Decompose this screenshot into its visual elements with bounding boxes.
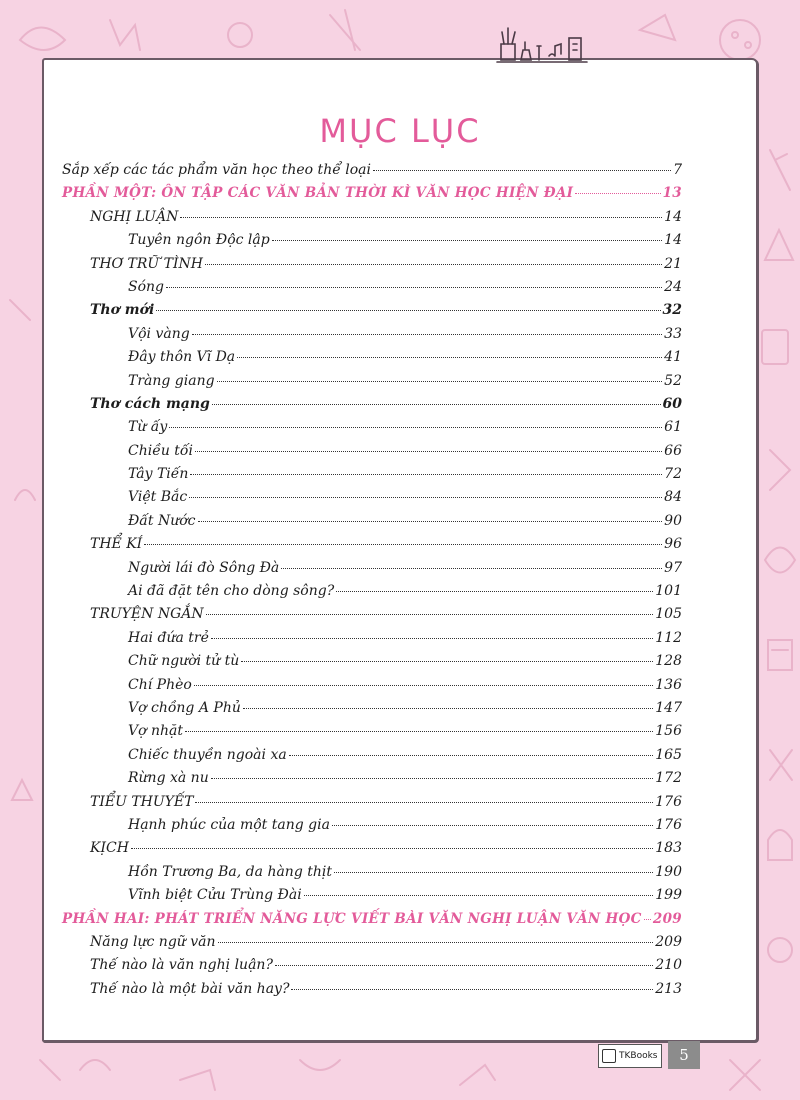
toc-entry-page: 128	[655, 653, 682, 670]
dot-leader	[241, 661, 653, 662]
toc-entry[interactable]	[62, 513, 682, 536]
dot-leader	[575, 193, 660, 194]
dot-leader	[131, 848, 653, 849]
dot-leader	[211, 778, 654, 779]
toc-entry[interactable]	[62, 630, 682, 653]
dot-leader	[166, 287, 662, 288]
toc-entry-label: Tây Tiến	[128, 466, 189, 483]
toc-entry[interactable]	[62, 981, 682, 1004]
toc-entry-label: Tuyên ngôn Độc lập	[128, 232, 270, 249]
toc-entry-label: PHẦN HAI: PHÁT TRIỂN NĂNG LỰC VIẾT BÀI VĂN NGHỊ LUẬN VĂN HỌC	[62, 910, 642, 927]
toc-entry-label: TRUYỆN NGẮN	[90, 606, 204, 623]
toc-entry-label: Vợ nhặt	[128, 723, 183, 740]
dot-leader	[217, 381, 663, 382]
toc-entry[interactable]	[62, 934, 682, 957]
toc-entry-page: 97	[664, 559, 682, 576]
toc-entry-page: 72	[664, 466, 682, 483]
toc-entry[interactable]	[62, 373, 682, 396]
toc-entry-page: 7	[673, 162, 682, 178]
toc-entry-page: 52	[664, 372, 682, 389]
toc-entry-label: Người lái đò Sông Đà	[128, 559, 280, 576]
dot-leader	[206, 614, 654, 615]
toc-entry[interactable]	[62, 887, 682, 910]
toc-entry-page: 105	[655, 606, 682, 623]
toc-entry-page: 213	[655, 980, 682, 997]
dot-leader	[189, 497, 662, 498]
dot-leader	[289, 755, 654, 756]
toc-entry-page: 176	[655, 793, 682, 810]
dot-leader	[169, 427, 662, 428]
toc-entry[interactable]	[62, 209, 682, 232]
toc-entry-page: 136	[655, 676, 682, 693]
toc-entry-label: KỊCH	[90, 840, 129, 857]
dot-leader	[212, 404, 661, 405]
dot-leader	[334, 872, 653, 873]
toc-entry[interactable]	[62, 232, 682, 255]
toc-entry[interactable]	[62, 957, 682, 980]
toc-entry-page: 101	[655, 583, 682, 600]
toc-entry[interactable]	[62, 606, 682, 629]
toc-entry[interactable]	[62, 700, 682, 723]
toc-entry-label: Thơ mới	[90, 302, 155, 319]
toc-entry-label: Hai đứa trẻ	[128, 629, 209, 646]
toc-entry-label: THƠ TRỮ TÌNH	[90, 255, 203, 272]
page-title: MỤC LỤC	[319, 112, 481, 150]
toc-entry-label: Vội vàng	[128, 325, 190, 342]
dot-leader	[195, 451, 662, 452]
toc-entry[interactable]	[62, 653, 682, 676]
toc-entry-page: 90	[664, 512, 682, 529]
toc-entry-label: Từ ấy	[128, 419, 168, 436]
toc-entry-label: Thế nào là một bài văn hay?	[90, 980, 290, 997]
toc-entry[interactable]	[62, 794, 682, 817]
toc-entry-label: Tràng giang	[128, 372, 215, 389]
dot-leader	[194, 685, 653, 686]
toc-entry[interactable]	[62, 162, 682, 185]
toc-entry-label: Thơ cách mạng	[90, 395, 210, 412]
toc-entry[interactable]	[62, 419, 682, 442]
toc-entry-label: Ai đã đặt tên cho dòng sông?	[128, 583, 335, 600]
toc-entry[interactable]	[62, 256, 682, 279]
toc-entry-label: Đây thôn Vĩ Dạ	[128, 349, 236, 366]
toc-entry-page: 165	[655, 746, 682, 763]
toc-entry-label: Năng lực ngữ văn	[90, 933, 216, 950]
toc-entry-label: Hạnh phúc của một tang gia	[128, 816, 330, 833]
toc-entry-page: 41	[664, 349, 682, 366]
toc-entry[interactable]	[62, 817, 682, 840]
toc-entry-page: 66	[664, 442, 682, 459]
toc-entry-label: Sóng	[128, 278, 164, 295]
toc-part-heading[interactable]	[62, 911, 682, 934]
toc-entry[interactable]	[62, 770, 682, 793]
toc-entry-page: 209	[652, 910, 682, 927]
toc-entry-page: 147	[655, 699, 682, 716]
toc-entry[interactable]	[62, 583, 682, 606]
toc-entry-label: Chí Phèo	[128, 676, 192, 693]
toc-entry-page: 14	[664, 232, 682, 249]
toc-entry-label: Đất Nước	[128, 512, 196, 529]
dot-leader	[275, 965, 653, 966]
toc-entry-label: Vợ chồng A Phủ	[128, 699, 241, 716]
toc-entry[interactable]	[62, 864, 682, 887]
toc-entry-page: 96	[664, 536, 682, 553]
dot-leader	[336, 591, 653, 592]
dot-leader	[304, 895, 654, 896]
toc-entry-label: Hồn Trương Ba, da hàng thịt	[128, 863, 332, 880]
toc-entry[interactable]	[62, 560, 682, 583]
dot-leader	[272, 240, 662, 241]
toc-entry-page: 61	[664, 419, 682, 436]
toc-entry-label: Thế nào là văn nghị luận?	[90, 957, 273, 974]
toc-entry-page: 176	[655, 816, 682, 833]
toc-entry-page: 199	[655, 887, 682, 904]
toc-entry-page: 210	[655, 957, 682, 974]
toc-entry-label: TIỂU THUYẾT	[90, 793, 194, 810]
toc-entry[interactable]	[62, 723, 682, 746]
dot-leader	[237, 357, 662, 358]
table-of-contents	[62, 162, 682, 1004]
toc-entry-page: 209	[655, 933, 682, 950]
stationery-shelf-icon	[495, 20, 590, 68]
toc-entry[interactable]	[62, 840, 682, 863]
toc-entry[interactable]	[62, 349, 682, 372]
dot-leader	[205, 264, 662, 265]
toc-entry-label: NGHỊ LUẬN	[90, 208, 179, 225]
dot-leader	[281, 568, 662, 569]
toc-entry[interactable]	[62, 747, 682, 770]
toc-entry-label: Vĩnh biệt Cửu Trùng Đài	[128, 887, 302, 904]
toc-entry-page: 84	[664, 489, 682, 506]
dot-leader	[332, 825, 653, 826]
toc-entry-label: Sắp xếp các tác phẩm văn học theo thể loại	[62, 162, 371, 178]
toc-entry-page: 190	[655, 863, 682, 880]
dot-leader	[211, 638, 653, 639]
dot-leader	[218, 942, 654, 943]
toc-entry-label: Chữ người tử tù	[128, 653, 240, 670]
toc-entry-label: THỂ KÍ	[90, 536, 143, 553]
toc-entry[interactable]	[62, 466, 682, 489]
toc-entry-page: 32	[662, 302, 682, 319]
toc-entry[interactable]	[62, 302, 682, 325]
toc-entry[interactable]	[62, 677, 682, 700]
toc-entry-page: 112	[655, 629, 682, 646]
dot-leader	[195, 802, 653, 803]
toc-part-heading[interactable]	[62, 185, 682, 208]
toc-entry-page: 21	[664, 255, 682, 272]
toc-entry-page: 33	[664, 325, 682, 342]
toc-entry[interactable]	[62, 489, 682, 512]
toc-entry-page: 14	[664, 208, 682, 225]
dot-leader	[644, 919, 651, 920]
toc-entry[interactable]	[62, 396, 682, 419]
toc-entry[interactable]	[62, 279, 682, 302]
dot-leader	[144, 544, 662, 545]
publisher-logo	[598, 1044, 662, 1068]
toc-entry[interactable]	[62, 536, 682, 559]
dot-leader	[180, 217, 662, 218]
dot-leader	[185, 731, 653, 732]
toc-entry-page: 13	[662, 185, 682, 202]
toc-entry-label: Chiều tối	[128, 442, 193, 459]
dot-leader	[291, 989, 653, 990]
toc-entry-page: 156	[655, 723, 682, 740]
publisher-name: TKBooks	[619, 1051, 658, 1061]
toc-entry-label: Chiếc thuyền ngoài xa	[128, 746, 287, 763]
dot-leader	[198, 521, 663, 522]
toc-entry-label: PHẦN MỘT: ÔN TẬP CÁC VĂN BẢN THỜI KÌ VĂN HỌC HIỆN ĐẠI	[62, 185, 574, 202]
book-logo-icon	[602, 1049, 616, 1063]
toc-entry-page: 172	[655, 770, 682, 787]
page-number: 5	[668, 1041, 700, 1069]
dot-leader	[373, 170, 671, 171]
dot-leader	[190, 474, 662, 475]
toc-entry-page: 183	[655, 840, 682, 857]
dot-leader	[243, 708, 653, 709]
toc-entry-label: Việt Bắc	[128, 489, 188, 506]
toc-entry[interactable]	[62, 326, 682, 349]
toc-entry-page: 24	[664, 278, 682, 295]
toc-entry-page: 60	[662, 395, 682, 412]
dot-leader	[156, 310, 660, 311]
dot-leader	[192, 334, 662, 335]
toc-entry-label: Rừng xà nu	[128, 770, 209, 787]
toc-entry[interactable]	[62, 443, 682, 466]
